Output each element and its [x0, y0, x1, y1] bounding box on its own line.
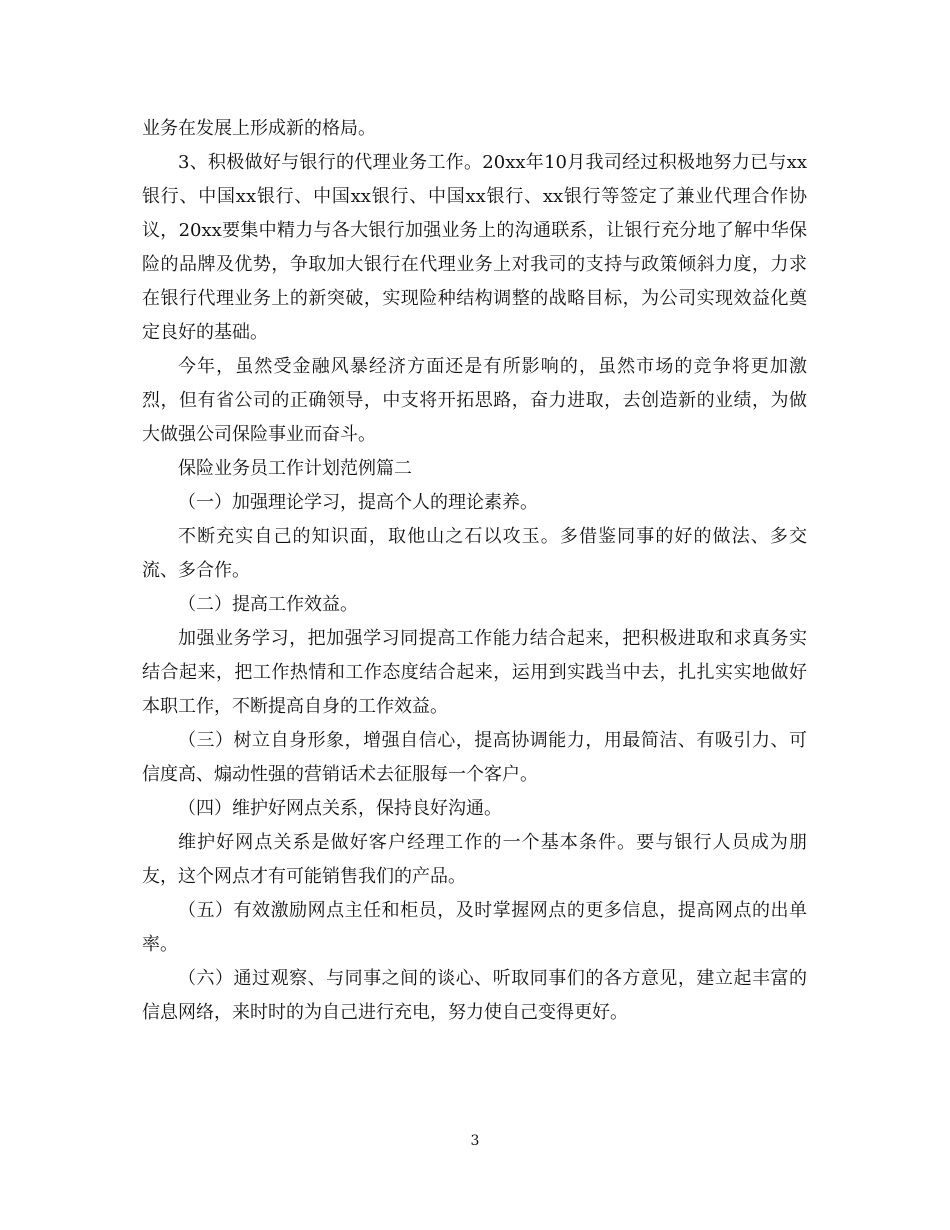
list-item-1-heading: （一）加强理论学习，提高个人的理论素养。 [178, 492, 538, 513]
paragraph-bank-agency: 3、积极做好与银行的代理业务工作。20xx年10月我司经过积极地努力已与xx银行、中国xx银行、中国xx银行、中国xx银行、xx银行等签定了兼业代理合作协议，20xx要集中精力与各大银行加强业务上的沟通联系，让银行充分地了解中华保险的品牌及优势，争取加大银行在代理业务上对我司的支持与政策倾斜力度，力求在银行代理业务上的新突破，实现险种结构调整的战略目标，为公司实现效益化奠定良好的基础。 [142, 152, 807, 343]
list-item-5: （五）有效激励网点主任和柜员，及时掌握网点的更多信息，提高网点的出单率。 [142, 900, 807, 955]
page-number: 3 [470, 1133, 480, 1149]
list-item-3: （三）树立自身形象，增强自信心，提高协调能力，用最简洁、有吸引力、可信度高、煽动性强的营销话术去征服每一个客户。 [142, 730, 807, 785]
list-item-2-heading: （二）提高工作效益。 [178, 594, 358, 615]
list-item-1-body: 不断充实自己的知识面，取他山之石以攻玉。多借鉴同事的好的做法、多交流、多合作。 [142, 526, 807, 581]
section-heading-part-two: 保险业务员工作计划范例篇二 [178, 458, 412, 479]
paragraph-this-year: 今年，虽然受金融风暴经济方面还是有所影响的，虽然市场的竞争将更加激烈，但有省公司的正确领导，中支将开拓思路，奋力进取，去创造新的业绩，为做大做强公司保险事业而奋斗。 [142, 356, 807, 445]
document-body [142, 112, 807, 1030]
list-item-4-heading: （四）维护好网点关系，保持良好沟通。 [178, 798, 502, 819]
list-item-2-body: 加强业务学习，把加强学习同提高工作能力结合起来，把积极进取和求真务实结合起来，把工作热情和工作态度结合起来，运用到实践当中去，扎扎实实地做好本职工作，不断提高自身的工作效益。 [142, 628, 807, 717]
paragraph-continuation: 业务在发展上形成新的格局。 [142, 118, 376, 139]
list-item-4-body: 维护好网点关系是做好客户经理工作的一个基本条件。要与银行人员成为朋友，这个网点才有可能销售我们的产品。 [142, 832, 807, 887]
list-item-6: （六）通过观察、与同事之间的谈心、听取同事们的各方意见，建立起丰富的信息网络，来时时的为自己进行充电，努力使自己变得更好。 [142, 968, 807, 1023]
